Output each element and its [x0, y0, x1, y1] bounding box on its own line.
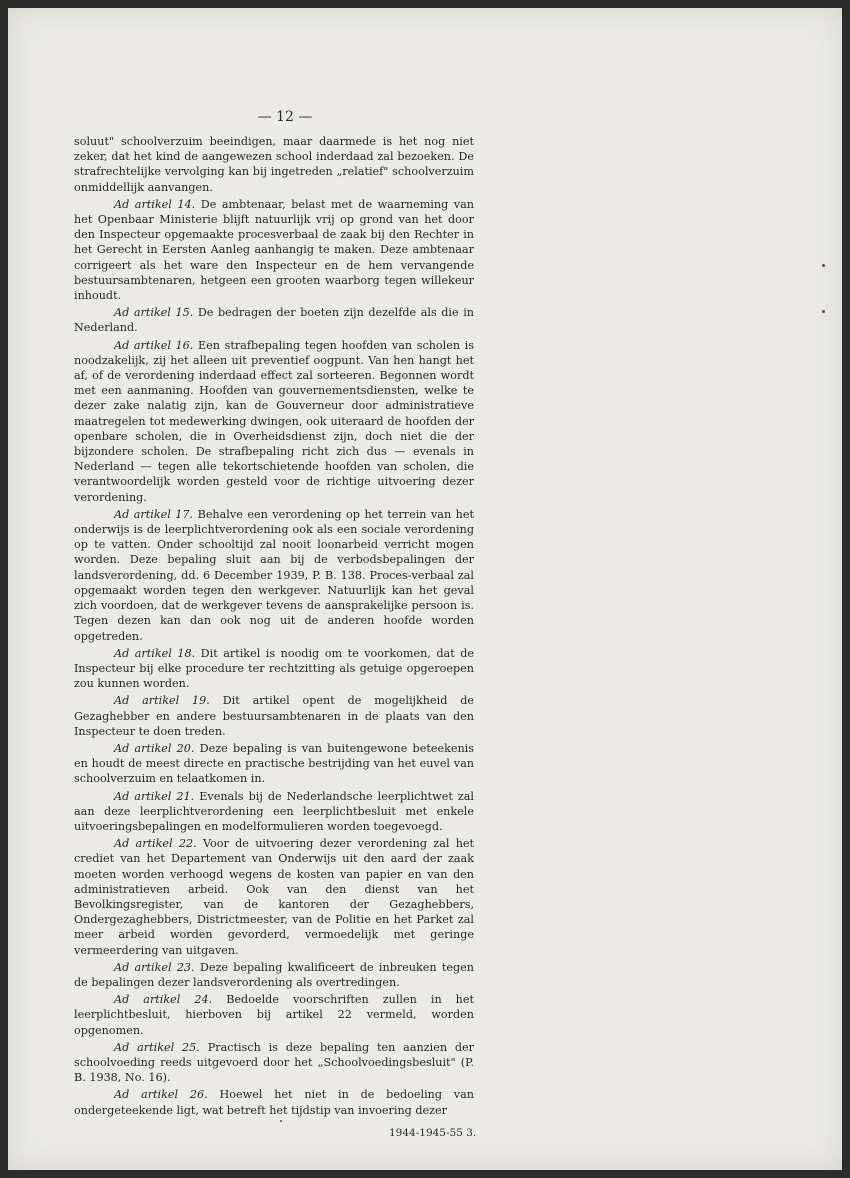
- paragraph-artikel-22: [74, 836, 474, 958]
- page-number: — 12 —: [257, 109, 313, 125]
- footer-document-code: 1944-1945-55 3.: [389, 1127, 477, 1139]
- paragraph-text: De ambtenaar, belast met de waarneming van het Openbaar Ministerie blijft natuurlijk vrij op grond van het door den Inspecteur opgemaakte procesverbaal de zaak bij den Rechter in het Gerecht in Eersten Aanleg aanhangig te maken. Deze ambtenaar corrigeert als het ware den Inspecteur en de hem vervangende bestuursambtenaren, hetgeen een grooten waarborg tegen willekeur inhoudt.: [74, 197, 474, 303]
- article-label: Ad artikel 23.: [114, 960, 195, 974]
- paragraph-artikel-24: [74, 992, 474, 1038]
- paragraph-artikel-21: [74, 789, 474, 835]
- article-label: Ad artikel 25.: [114, 1040, 200, 1054]
- article-label: Ad artikel 21.: [114, 789, 195, 803]
- paragraph-text: Behalve een verordening op het terrein van het onderwijs is de leerplichtverordening ook als een sociale verordening op te vatten. Onder schooltijd zal nooit loonarbeid verricht mogen worden. Deze bepaling sluit aan bij de verbodsbepalingen der landsverordening, dd. 6 December 1939, P. B. 138. Proces-verbaal zal opgemaakt worden tegen den werkgever. Natuurlijk kan het geval zich voordoen, dat de werkgever tevens de aansprakelijke persoon is. Tegen dezen kan dan ook nog uit de anderen hoofde worden opgetreden.: [74, 507, 474, 643]
- paragraph-continuation: [74, 134, 474, 195]
- paragraph-artikel-26: [74, 1087, 474, 1117]
- paragraph-text: soluut" schoolverzuim beeindigen, maar daarmede is het nog niet zeker, dat het kind de aangewezen school inderdaad zal bezoeken. De strafrechtelijke vervolging kan bij ingetreden „relatief" schoolverzuim onmiddellijk aanvangen.: [74, 135, 474, 194]
- paper-speck: [280, 1120, 282, 1122]
- article-label: Ad artikel 14.: [114, 197, 196, 211]
- article-label: Ad artikel 22.: [114, 837, 197, 851]
- article-label: Ad artikel 15.: [114, 306, 194, 320]
- paragraph-artikel-20: [74, 741, 474, 787]
- paragraph-artikel-23: [74, 960, 474, 990]
- paragraph-text: Een strafbepaling tegen hoofden van scholen is noodzakelijk, zij het alleen uit preventief oogpunt. Van hen hangt het af, of de verordening inderdaad effect zal sorteeren. Begonnen wordt met een aanmaning. Hoofden van gouvernementsdiensten, welke te dezer zake nalatig zijn, kan de Gouverneur door administratieve maatregelen tot medewerking dwingen, ook uiteraard de hoofden der openbare scholen, die in Overheidsdienst zijn, doch niet die der bijzondere scholen. De strafbepaling richt zich dus — evenals in Nederland — tegen alle tekortschietende hoofden van scholen, die verantwoordelijk worden gesteld voor de richtige uitvoering dezer verordening.: [74, 338, 474, 504]
- paragraph-text: De bedragen der boeten zijn dezelfde als die in Nederland.: [74, 306, 474, 335]
- body-text: [74, 134, 474, 1120]
- paragraph-text: Dit artikel opent de mogelijkheid de Gezaghebber en andere bestuursambtenaren in de plaats van den Inspecteur te doen treden.: [74, 694, 474, 738]
- paper-speck: [822, 264, 825, 267]
- paragraph-text: Bedoelde voorschriften zullen in het leerplichtbesluit, hierboven bij artikel 22 vermeld, worden opgenomen.: [74, 993, 475, 1037]
- paragraph-text: Practisch is deze bepaling ten aanzien der schoolvoeding reeds uitgevoerd door het „Schoolvoedingsbesluit" (P. B. 1938, No. 16).: [74, 1040, 475, 1085]
- article-label: Ad artikel 18.: [114, 646, 196, 660]
- paragraph-artikel-16: [74, 338, 474, 505]
- article-label: Ad artikel 24.: [114, 993, 213, 1007]
- article-label: Ad artikel 19.: [114, 694, 210, 708]
- paragraph-artikel-18: [74, 646, 474, 692]
- paragraph-artikel-15: [74, 305, 474, 335]
- article-label: Ad artikel 26.: [114, 1088, 208, 1102]
- paper-speck: [822, 310, 825, 313]
- paragraph-text: Evenals bij de Nederlandsche leerplichtwet zal aan deze leerplichtverordening een leerplichtbesluit met enkele uitvoeringsbepalingen en modelformulieren worden toegevoegd.: [74, 789, 474, 833]
- article-label: Ad artikel 16.: [114, 338, 194, 352]
- paragraph-text: Voor de uitvoering dezer verordening zal het crediet van het Departement van Onderwijs uit den aard der zaak moeten worden verhoogd wegens de kosten van papier en van den administratieven arbeid. Ook van den dienst van het Bevolkingsregister, van de kantoren der Gezaghebbers, Ondergezaghebbers, Districtmeester, van de Politie en het Parket zal meer arbeid worden gevorderd, vermoedelijk met geringe vermeerdering van uitgaven.: [74, 837, 475, 957]
- paragraph-artikel-25: [74, 1040, 474, 1086]
- document-page: [8, 8, 842, 1170]
- paragraph-artikel-19: [74, 693, 474, 739]
- article-label: Ad artikel 17.: [114, 507, 194, 521]
- paragraph-text: Deze bepaling is van buitengewone beteekenis en houdt de meest directe en practische bestrijding van het euvel van schoolverzuim en telaatkomen in.: [74, 741, 474, 786]
- paragraph-text: Hoewel het niet in de bedoeling van ondergeteekende ligt, wat betreft het tijdstip van invoering dezer: [74, 1088, 475, 1117]
- paragraph-artikel-14: [74, 197, 474, 303]
- paragraph-text: Deze bepaling kwalificeert de inbreuken tegen de bepalingen dezer landsverordening als overtredingen.: [74, 960, 474, 989]
- paragraph-artikel-17: [74, 507, 474, 644]
- paragraph-text: Dit artikel is noodig om te voorkomen, dat de Inspecteur bij elke procedure ter rechtzitting als getuige opgeroepen zou kunnen worden.: [74, 646, 474, 691]
- article-label: Ad artikel 20.: [114, 741, 195, 755]
